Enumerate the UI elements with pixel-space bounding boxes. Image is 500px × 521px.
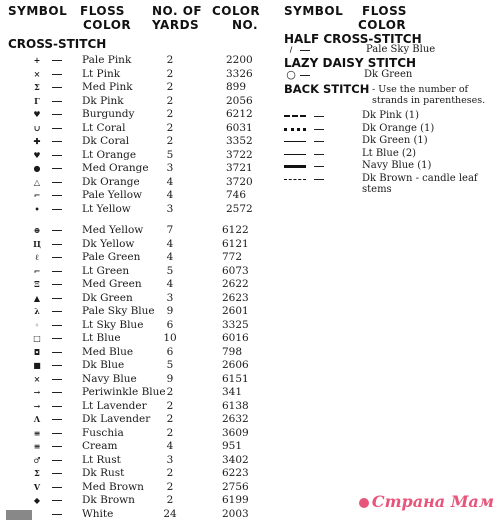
color-number: 6121 [222, 237, 249, 250]
header-color-no: COLOR [212, 4, 261, 18]
watermark [359, 492, 494, 511]
yards: 3 [166, 202, 174, 215]
stitch-symbol: Λ [33, 414, 41, 424]
dash [52, 244, 62, 245]
color-number: 2622 [222, 278, 249, 290]
floss-color: Pale Pink [82, 54, 132, 66]
back-stitch-row [284, 135, 494, 147]
cross-stitch-row [0, 400, 280, 413]
cross-stitch-row [0, 68, 280, 81]
stitch-symbol: △ [33, 176, 41, 187]
yards: 3 [166, 453, 174, 466]
floss-color: Dk Green [82, 291, 133, 304]
stitch-symbol: ⌐ [33, 265, 41, 276]
back-stitch-line-sample [284, 179, 306, 180]
color-number: 3609 [222, 426, 249, 439]
back-stitch-title: BACK STITCH [284, 82, 370, 96]
dash [52, 168, 62, 169]
stitch-symbol: □ [33, 333, 41, 343]
color-number: 2606 [222, 359, 249, 371]
floss-color: Dk Blue [82, 359, 125, 371]
back-stitch-floss: Dk Pink (1) [362, 110, 420, 121]
floss-color: Dk Brown [82, 494, 135, 506]
floss-color: Lt Rust [82, 453, 121, 466]
cross-stitch-row [0, 359, 280, 372]
stitch-symbol: + [33, 55, 41, 65]
floss-color: Lt Lavender [82, 399, 147, 412]
dash [314, 154, 324, 155]
floss-color: Dk Yellow [82, 237, 135, 250]
dash [52, 284, 62, 285]
yards: 2 [166, 135, 174, 147]
dash [52, 271, 62, 272]
floss-color: White [82, 507, 114, 520]
yards: 2 [166, 494, 174, 506]
cross-stitch-title: CROSS-STITCH [8, 37, 107, 51]
stitch-symbol: → [33, 387, 41, 397]
dash [52, 473, 62, 474]
dash [314, 179, 324, 180]
stitch-symbol: ≡ [33, 427, 41, 438]
header-color: COLOR [83, 18, 132, 32]
cross-stitch-row [0, 413, 280, 426]
cross-stitch-row [0, 440, 280, 453]
half-cross-row [284, 44, 484, 56]
color-number: 3722 [226, 148, 253, 161]
stitch-symbol: ● [33, 163, 41, 173]
color-number: 3720 [226, 175, 253, 188]
dash [52, 487, 62, 488]
color-number: 6138 [222, 399, 249, 412]
cross-stitch-row [0, 373, 280, 386]
cross-stitch-row [0, 305, 280, 318]
color-number: 3325 [222, 318, 249, 331]
stitch-symbol: V [33, 481, 41, 492]
yards: 4 [166, 189, 174, 201]
dash [52, 87, 62, 88]
dash [52, 419, 62, 420]
stitch-symbol: Ц [33, 238, 41, 249]
half-cross-title: HALF CROSS-STITCH [284, 32, 422, 46]
yards: 3 [166, 162, 174, 174]
dash [314, 116, 324, 117]
half-cross-symbol: / [289, 45, 293, 54]
floss-color: Med Brown [82, 480, 144, 493]
color-number: 3352 [226, 135, 253, 147]
color-number: 6223 [222, 467, 249, 479]
dash [52, 392, 62, 393]
color-number: 772 [222, 251, 243, 263]
floss-color: Lt Coral [82, 121, 126, 134]
yards: 2 [166, 386, 174, 398]
watermark-text: Страна Мам [371, 492, 494, 511]
back-stitch-floss: Dk Green (1) [362, 135, 428, 146]
floss-color: Dk Lavender [82, 413, 151, 425]
floss-color: Med Pink [82, 81, 133, 93]
color-number: 6016 [222, 332, 249, 344]
yards: 2 [166, 81, 174, 93]
cross-stitch-row [0, 162, 280, 175]
color-number: 341 [222, 386, 243, 398]
floss-color: Dk Pink [82, 94, 124, 107]
lazy-daisy-floss: Dk Green [364, 69, 413, 80]
stitch-symbol: Ξ [34, 279, 40, 289]
floss-color: Med Blue [82, 345, 134, 358]
cross-stitch-row [0, 224, 280, 237]
yards: 10 [163, 332, 177, 344]
stitch-symbol: ♂ [33, 454, 41, 465]
floss-color: Fuschia [82, 426, 124, 439]
yards: 3 [166, 291, 174, 304]
stitch-symbol: ♥ [33, 109, 41, 119]
stitch-symbol: ◆ [33, 495, 41, 505]
yards: 6 [166, 318, 174, 331]
cross-stitch-row [0, 251, 280, 264]
stitch-symbol: × [33, 68, 41, 79]
dash [52, 298, 62, 299]
color-number: 2003 [222, 507, 249, 520]
back-stitch-row [284, 172, 494, 195]
header-yards: YARDS [152, 18, 200, 32]
color-number: 3721 [226, 162, 253, 174]
dash [300, 50, 310, 51]
header-symbol-right: SYMBOL [284, 4, 344, 18]
floss-color: Pale Green [82, 251, 141, 263]
color-number: 6151 [222, 372, 249, 385]
dash [52, 101, 62, 102]
color-number: 2623 [222, 291, 249, 304]
stitch-symbol: → [33, 400, 41, 411]
watermark-flower-icon [359, 498, 369, 508]
header-color-right: COLOR [358, 18, 407, 32]
yards: 24 [163, 507, 177, 520]
stitch-symbol: ◘ [33, 346, 41, 357]
cross-stitch-row [0, 494, 280, 507]
yards: 2 [166, 54, 174, 66]
back-stitch-row [284, 148, 494, 160]
stitch-symbol: Γ [34, 95, 40, 106]
color-number: 899 [226, 81, 247, 93]
stitch-symbol: ⌐ [33, 190, 41, 200]
dash [52, 379, 62, 380]
stitch-symbol: ✚ [33, 136, 41, 146]
floss-color: Burgundy [82, 108, 135, 120]
dash [52, 352, 62, 353]
yards: 2 [166, 413, 174, 425]
back-stitch-floss: Dk Brown - candle leaf stems [362, 172, 478, 195]
cross-stitch-row [0, 278, 280, 291]
color-number: 2601 [222, 305, 249, 317]
floss-color: Dk Coral [82, 135, 130, 147]
header-floss: FLOSS [80, 4, 125, 18]
yards: 2 [166, 94, 174, 107]
cross-stitch-row [0, 108, 280, 121]
cross-stitch-row [0, 122, 280, 135]
dash [300, 75, 310, 76]
half-cross-floss: Pale Sky Blue [366, 44, 436, 55]
dash [52, 141, 62, 142]
cross-stitch-row [0, 95, 280, 108]
stitch-symbol: ♥ [33, 149, 41, 160]
color-number: 746 [226, 189, 247, 201]
yards: 2 [166, 480, 174, 493]
dash [52, 195, 62, 196]
dash [52, 114, 62, 115]
dash [52, 325, 62, 326]
back-stitch-note: - Use the number of strands in parentheses. [372, 84, 486, 106]
stitch-symbol: • [34, 203, 40, 214]
cross-stitch-row [0, 265, 280, 278]
cross-stitch-row [0, 189, 280, 202]
dash [52, 460, 62, 461]
cross-stitch-row [0, 292, 280, 305]
stitch-symbol: × [33, 373, 41, 384]
back-stitch-line-sample [284, 154, 306, 155]
yards: 2 [166, 467, 174, 479]
dash [52, 128, 62, 129]
yards: 9 [166, 372, 174, 385]
cross-stitch-row [0, 386, 280, 399]
back-stitch-row [284, 110, 494, 122]
cross-stitch-row [0, 149, 280, 162]
stitch-symbol: ∪ [33, 122, 41, 133]
cross-stitch-row [0, 81, 280, 94]
dash [52, 209, 62, 210]
yards: 6 [166, 345, 174, 358]
cross-stitch-row [0, 238, 280, 251]
floss-color: Lt Yellow [82, 202, 131, 215]
yards: 4 [166, 175, 174, 188]
back-stitch-line-sample [284, 115, 306, 117]
yards: 5 [166, 148, 174, 161]
floss-color: Dk Orange [82, 175, 140, 188]
yards: 2 [166, 399, 174, 412]
cross-stitch-row [0, 332, 280, 345]
back-stitch-floss: Navy Blue (1) [362, 160, 432, 171]
floss-color: Lt Blue [82, 332, 121, 344]
header-no: NO. [232, 18, 259, 32]
cross-stitch-row [0, 467, 280, 480]
color-number: 6199 [222, 494, 249, 506]
dash [52, 182, 62, 183]
floss-color: Med Green [82, 278, 142, 290]
floss-color: Lt Pink [82, 67, 121, 80]
stitch-symbol: Σ [34, 468, 40, 478]
dash [52, 514, 62, 515]
floss-color: Navy Blue [82, 372, 137, 385]
color-number: 6031 [226, 121, 253, 134]
dash [52, 230, 62, 231]
floss-color: Periwinkle Blue [82, 386, 166, 398]
cross-stitch-row [0, 508, 280, 521]
color-number: 3326 [226, 67, 253, 80]
back-stitch-line-sample [284, 141, 306, 142]
back-stitch-floss: Dk Orange (1) [362, 122, 435, 134]
color-number: 2056 [226, 94, 253, 107]
cross-stitch-row [0, 454, 280, 467]
back-stitch-line-sample [284, 128, 306, 131]
stitch-symbol: ℓ [35, 252, 39, 262]
dash [52, 60, 62, 61]
color-number: 6212 [226, 108, 253, 120]
color-number: 2572 [226, 202, 253, 215]
cross-stitch-row [0, 54, 280, 67]
floss-color: Lt Orange [82, 148, 137, 161]
stitch-symbol: ▲ [33, 292, 41, 303]
cross-stitch-row [0, 319, 280, 332]
yards: 5 [166, 264, 174, 277]
back-stitch-row [284, 123, 494, 135]
color-number: 6122 [222, 224, 249, 236]
dash [52, 155, 62, 156]
stitch-symbol: ■ [33, 360, 41, 370]
dash [52, 433, 62, 434]
lazy-daisy-symbol: ○ [286, 68, 296, 81]
stitch-symbol: λ [34, 306, 40, 316]
yards: 4 [166, 237, 174, 250]
color-number: 2756 [222, 480, 249, 493]
floss-color: Dk Rust [82, 467, 125, 479]
yards: 4 [166, 278, 174, 290]
back-stitch-line-sample [284, 165, 306, 168]
cross-stitch-row [0, 135, 280, 148]
yards: 2 [166, 67, 174, 80]
lazy-daisy-row [284, 69, 484, 81]
back-stitch-row [284, 160, 494, 172]
stitch-symbol: ⊕ [33, 225, 41, 235]
dash [52, 446, 62, 447]
yards: 5 [166, 359, 174, 371]
floss-color: Pale Sky Blue [82, 305, 155, 317]
yards: 7 [166, 224, 174, 236]
cross-stitch-row [0, 427, 280, 440]
dash [52, 74, 62, 75]
stitch-symbol: ≡ [33, 441, 41, 451]
color-number: 6073 [222, 264, 249, 277]
cross-stitch-row [0, 203, 280, 216]
header-no-of: NO. OF [152, 4, 203, 18]
header-symbol: SYMBOL [8, 4, 68, 18]
floss-color: Cream [82, 440, 118, 452]
color-number: 2200 [226, 54, 253, 66]
back-stitch-floss: Lt Blue (2) [362, 147, 417, 159]
color-number: 3402 [222, 453, 249, 466]
color-number: 951 [222, 440, 243, 452]
cross-stitch-row [0, 346, 280, 359]
yards: 2 [166, 108, 174, 120]
dash [52, 311, 62, 312]
dash [52, 257, 62, 258]
dash [52, 406, 62, 407]
dash [314, 129, 324, 130]
color-number: 798 [222, 345, 243, 358]
lazy-daisy-title: LAZY DAISY STITCH [284, 56, 417, 70]
dash [52, 365, 62, 366]
dash [52, 500, 62, 501]
stitch-symbol: Σ [34, 82, 40, 92]
dash [52, 338, 62, 339]
yards: 4 [166, 440, 174, 452]
yards: 2 [166, 426, 174, 439]
floss-color: Lt Sky Blue [82, 318, 144, 331]
floss-color: Med Orange [82, 162, 149, 174]
floss-color: Lt Green [82, 264, 130, 277]
cross-stitch-row [0, 481, 280, 494]
floss-color: Pale Yellow [82, 189, 143, 201]
header-floss-right: FLOSS [362, 4, 407, 18]
cross-stitch-row [0, 176, 280, 189]
stitch-symbol: ◦ [34, 319, 40, 330]
dash [314, 166, 324, 167]
dash [314, 141, 324, 142]
yards: 9 [166, 305, 174, 317]
yards: 4 [166, 251, 174, 263]
floss-color: Med Yellow [82, 224, 144, 236]
yards: 2 [166, 121, 174, 134]
color-number: 2632 [222, 413, 249, 425]
